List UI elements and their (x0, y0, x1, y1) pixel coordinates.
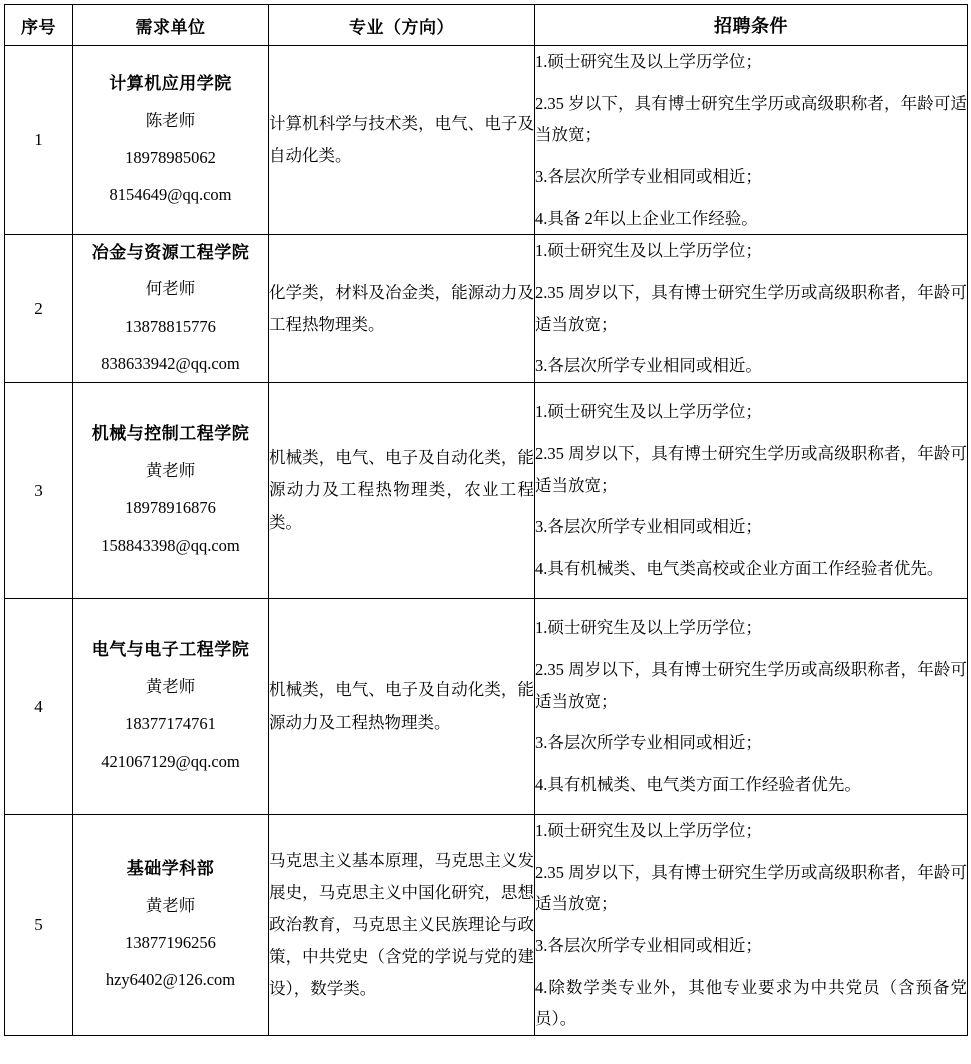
row-index: 5 (5, 815, 73, 1036)
unit-name: 电气与电子工程学院 (91, 640, 250, 660)
table-body (5, 46, 968, 1036)
table-row (5, 235, 968, 383)
unit-cell (73, 383, 269, 599)
unit-contact-name: 黄老师 (145, 461, 196, 481)
unit-cell (73, 235, 269, 383)
major-cell: 机械类，电气、电子及自动化类，能源动力及工程热物理类。 (269, 599, 535, 815)
row-index: 1 (5, 46, 73, 235)
condition-item: 3.各层次所学专业相同或相近。 (535, 356, 762, 376)
condition-item: 2.35 周岁以下，具有博士研究生学历或高级职称者，年龄可适当放宽； (535, 444, 967, 495)
unit-phone: 13877196256 (125, 932, 216, 952)
condition-item: 1.硕士研究生及以上学历学位； (535, 52, 762, 71)
condition-item: 2.35 周岁以下，具有博士研究生学历或高级职称者，年龄可适当放宽； (535, 660, 967, 711)
unit-contact-name: 黄老师 (145, 677, 196, 697)
unit-email: 158843398@qq.com (101, 535, 240, 555)
unit-phone: 18978985062 (125, 148, 216, 168)
conditions-cell (535, 815, 968, 1036)
condition-item: 4.具有机械类、电气类方面工作经验者优先。 (535, 775, 861, 795)
column-header-conditions: 招聘条件 (535, 5, 968, 46)
unit-phone: 18377174761 (125, 714, 216, 734)
column-header-unit: 需求单位 (73, 5, 269, 46)
major-cell: 机械类，电气、电子及自动化类，能源动力及工程热物理类，农业工程类。 (269, 383, 535, 599)
condition-item: 4.具有机械类、电气类高校或企业方面工作经验者优先。 (535, 559, 944, 579)
conditions-cell (535, 599, 968, 815)
column-header-index: 序号 (5, 5, 73, 46)
unit-email: hzy6402@126.com (105, 970, 236, 990)
recruitment-table (4, 4, 968, 1036)
conditions-cell (535, 383, 968, 599)
condition-item: 4.具备 2年以上企业工作经验。 (535, 208, 758, 228)
major-cell: 化学类，材料及冶金类，能源动力及工程热物理类。 (269, 235, 535, 383)
unit-cell (73, 599, 269, 815)
unit-contact-name: 陈老师 (145, 110, 196, 130)
conditions-cell (535, 46, 968, 235)
row-index: 2 (5, 235, 73, 383)
table-row (5, 599, 968, 815)
condition-item: 3.各层次所学专业相同或相近； (535, 936, 762, 956)
unit-email: 421067129@qq.com (101, 751, 240, 771)
condition-item: 4.除数学类专业外，其他专业要求为中共党员（含预备党员）。 (535, 977, 967, 1029)
condition-item: 2.35 岁以下，具有博士研究生学历或高级职称者，年龄可适当放宽； (535, 93, 967, 145)
unit-contact-name: 何老师 (145, 279, 196, 299)
column-header-major: 专业（方向） (269, 5, 535, 46)
row-index: 4 (5, 599, 73, 815)
unit-email: 8154649@qq.com (109, 185, 232, 205)
unit-name: 机械与控制工程学院 (91, 424, 250, 444)
unit-name: 冶金与资源工程学院 (91, 242, 250, 262)
table-row (5, 46, 968, 235)
unit-name: 计算机应用学院 (109, 74, 232, 94)
table-row (5, 383, 968, 599)
unit-phone: 18978916876 (125, 498, 216, 518)
unit-cell (73, 46, 269, 235)
unit-contact-name: 黄老师 (145, 895, 196, 915)
major-cell: 马克思主义基本原理，马克思主义发展史，马克思主义中国化研究，思想政治教育，马克思主义民族理论与政策，中共党史（含党的学说与党的建设），数学类。 (269, 815, 535, 1036)
major-cell: 计算机科学与技术类，电气、电子及自动化类。 (269, 46, 535, 235)
condition-item: 3.各层次所学专业相同或相近； (535, 733, 762, 753)
condition-item: 2.35 周岁以下，具有博士研究生学历或高级职称者，年龄可适当放宽； (535, 862, 967, 914)
condition-item: 1.硕士研究生及以上学历学位； (535, 821, 762, 841)
condition-item: 1.硕士研究生及以上学历学位； (535, 618, 762, 638)
condition-item: 3.各层次所学专业相同或相近； (535, 167, 762, 187)
condition-item: 3.各层次所学专业相同或相近； (535, 517, 762, 537)
table-row (5, 815, 968, 1036)
condition-item: 1.硕士研究生及以上学历学位； (535, 241, 762, 261)
table-header-row (5, 5, 968, 46)
conditions-cell (535, 235, 968, 383)
unit-email: 838633942@qq.com (101, 353, 240, 373)
unit-name: 基础学科部 (126, 858, 215, 878)
condition-item: 2.35 周岁以下，具有博士研究生学历或高级职称者，年龄可适当放宽； (535, 283, 967, 334)
table-header (5, 5, 968, 46)
condition-item: 1.硕士研究生及以上学历学位； (535, 402, 762, 422)
unit-phone: 13878815776 (125, 316, 216, 336)
unit-cell (73, 815, 269, 1036)
row-index: 3 (5, 383, 73, 599)
